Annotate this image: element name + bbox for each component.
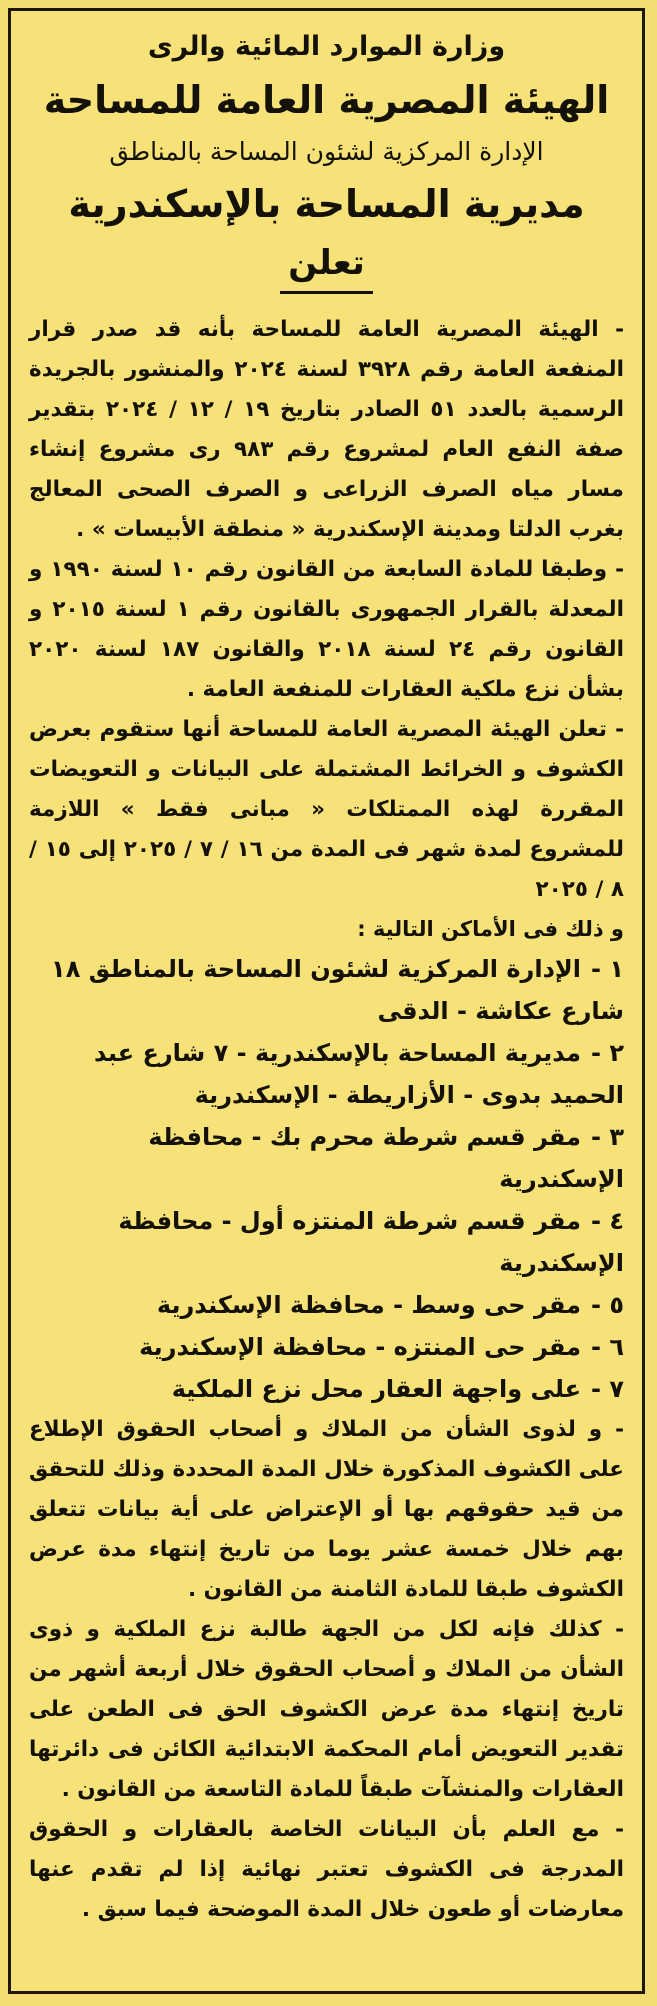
place-item xyxy=(29,1032,624,1116)
announcement-frame xyxy=(8,8,645,1994)
directorate-title: مديرية المساحة بالإسكندرية xyxy=(68,182,585,226)
ministry-title: وزارة الموارد المائية والرى xyxy=(147,31,506,62)
paragraph-appeal: - كذلك فإنه لكل من الجهة طالبة نزع الملكية و ذوى الشأن من الملاك و أصحاب الحقوق خلال أربعة أشهر من تاريخ إنتهاء مدة عرض الكشوف الحق فى الطعن على تقدير التعويض أمام المحكمة الابتدائية الكائن فى دائرتها العقارات والمنشآت طبقاً للمادة التاسعة من القانون . xyxy=(29,1617,624,1802)
place-text: مديرية المساحة بالإسكندرية - ٧ شارع عبد الحميد بدوى - الأزاريطة - الإسكندرية xyxy=(94,1039,624,1109)
place-number: ١ - xyxy=(591,955,624,983)
announces-heading: تعلن xyxy=(280,235,372,294)
central-admin-title: الإدارة المركزية لشئون المساحة بالمناطق xyxy=(109,137,544,166)
places-title: و ذلك فى الأماكن التالية : xyxy=(357,917,624,941)
place-text: مقر قسم شرطة المنتزه أول - محافظة الإسكندرية xyxy=(118,1207,624,1277)
paragraph-objections: - و لذوى الشأن من الملاك و أصحاب الحقوق الإطلاع على الكشوف المذكورة خلال المدة المحددة وذلك للتحقق من قيد حقوقهم بها أو الإعتراض على أية بيانات تتعلق بهم خلال خمسة عشر يوما من تاريخ إنتهاء مدة عرض الكشوف طبقا للمادة الثامنة من القانون . xyxy=(29,1417,624,1602)
place-text: مقر حى وسط - محافظة الإسكندرية xyxy=(156,1291,582,1319)
announcement-body xyxy=(11,302,642,1930)
authority-title: الهيئة المصرية العامة للمساحة xyxy=(43,78,610,122)
place-text: مقر قسم شرطة محرم بك - محافظة الإسكندرية xyxy=(148,1123,624,1193)
paragraph-display: - تعلن الهيئة المصرية العامة للمساحة أنها ستقوم بعرض الكشوف و الخرائط المشتملة على البيانات و التعويضات المقررة لهذه الممتلكات « مبانى فقط » اللازمة للمشروع لمدة شهر فى المدة من ١٦ / ٧ / ٢٠٢٥ إلى ١٥ / ٨ / ٢٠٢٥ xyxy=(29,717,625,902)
place-item xyxy=(29,948,624,1032)
place-number: ٧ - xyxy=(591,1375,624,1403)
paragraph-decision: - الهيئة المصرية العامة للمساحة بأنه قد صدر قرار المنفعة العامة رقم ٣٩٢٨ لسنة ٢٠٢٤ والمنشور بالجريدة الرسمية بالعدد ٥١ الصادر بتاريخ ١٩ / ١٢ / ٢٠٢٤ بتقدير صفة النفع العام لمشروع رقم ٩٨٣ رى مشروع إنشاء مسار مياه الصرف الزراعى و الصرف الصحى المعالج بغرب الدلتا ومدينة الإسكندرية « منطقة الأبيسات » . xyxy=(29,317,625,542)
paragraph-law: - وطبقا للمادة السابعة من القانون رقم ١٠ لسنة ١٩٩٠ و المعدلة بالقرار الجمهورى بالقانون رقم ١ لسنة ٢٠١٥ و القانون رقم ٢٤ لسنة ٢٠١٨ والقانون ١٨٧ لسنة ٢٠٢٠ بشأن نزع ملكية العقارات للمنفعة العامة . xyxy=(29,557,624,702)
place-number: ٦ - xyxy=(591,1333,624,1361)
place-item xyxy=(29,1116,624,1200)
place-text: مقر حى المنتزه - محافظة الإسكندرية xyxy=(139,1333,582,1361)
place-text: على واجهة العقار محل نزع الملكية xyxy=(171,1375,582,1403)
place-item xyxy=(29,1200,624,1284)
place-item xyxy=(29,1326,624,1368)
place-text: الإدارة المركزية لشئون المساحة بالمناطق ١٨ شارع عكاشة - الدقى xyxy=(51,955,624,1025)
place-number: ٤ - xyxy=(591,1207,624,1235)
place-number: ٥ - xyxy=(591,1291,624,1319)
announcement-header xyxy=(11,11,642,302)
place-item xyxy=(29,1368,624,1410)
place-number: ٣ - xyxy=(591,1123,624,1151)
place-number: ٢ - xyxy=(591,1039,624,1067)
place-item xyxy=(29,1284,624,1326)
paragraph-final-data: - مع العلم بأن البيانات الخاصة بالعقارات و الحقوق المدرجة فى الكشوف تعتبر نهائية إذا لم تقدم عنها معارضات أو طعون خلال المدة الموضحة فيما سبق . xyxy=(29,1817,624,1922)
